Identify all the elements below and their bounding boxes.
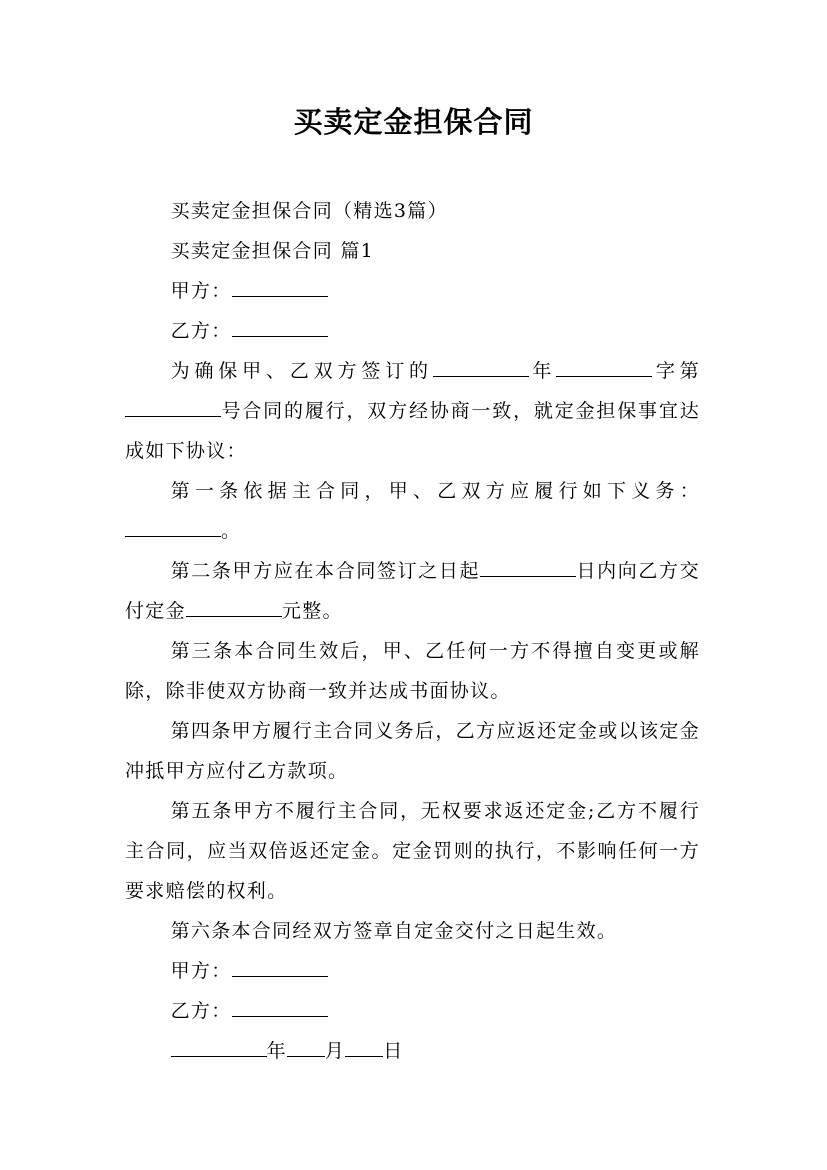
preamble-text-1: 为确保甲、乙双方签订的 [170,360,433,382]
article-2-text-2: 日内向乙方交付定金 [125,560,700,622]
article-2-blank-2 [186,597,282,617]
preamble-blank-1 [433,357,529,377]
date-day-blank [345,1037,383,1057]
party-b-blank [232,317,328,337]
paragraph-article-2 [125,551,700,631]
party-a-label: 甲方： [170,280,232,302]
preamble-text-2: 年 [528,360,557,382]
paragraph-subtitle: 买卖定金担保合同（精选3篇） [170,200,448,222]
preamble-blank-3 [125,397,221,417]
article-1-blank [125,517,221,537]
paragraph-party-a [125,271,700,311]
paragraph-party-b [125,311,700,351]
party-a-blank [232,277,328,297]
article-1-end: 。 [221,520,242,542]
paragraph-sign-party-b [125,991,700,1031]
party-b-label: 乙方： [170,320,232,342]
preamble-text-4: 号合同的履行，双方经协商一致，就定金担保事宜达成如下协议： [125,400,700,462]
sign-party-a-label: 甲方： [170,960,232,982]
sign-party-b-label: 乙方： [170,1000,232,1022]
sign-party-a-blank [232,957,328,977]
article-2-text-3: 元整。 [281,600,343,622]
paragraph-article-6: 第六条本合同经双方签章自定金交付之日起生效。 [170,920,618,942]
document-body [125,191,700,1071]
date-month-blank [287,1037,325,1057]
paragraph-article-4: 第四条甲方履行主合同义务后，乙方应返还定金或以该定金冲抵甲方应付乙方款项。 [125,720,700,782]
preamble-blank-2 [556,357,652,377]
paragraph-article-5: 第五条甲方不履行主合同，无权要求返还定金;乙方不履行主合同，应当双倍返还定金。定金罚则的执行，不影响任何一方要求赔偿的权利。 [125,800,700,902]
document-title: 买卖定金担保合同 [293,105,534,139]
paragraph-preamble [125,351,700,471]
preamble-text-3: 字第 [652,360,700,382]
article-2-blank-1 [480,557,576,577]
article-1-text: 第一条依据主合同，甲、乙双方应履行如下义务： [170,480,700,502]
paragraph-article-3: 第三条本合同生效后，甲、乙任何一方不得擅自变更或解除，除非使双方协商一致并达成书面协议。 [125,640,700,702]
paragraph-date [125,1031,700,1071]
date-day-label: 日 [383,1040,404,1062]
article-2-text-1: 第二条甲方应在本合同签订之日起 [170,560,481,582]
sign-party-b-blank [232,997,328,1017]
date-year-blank [171,1037,267,1057]
paragraph-article-1 [125,471,700,551]
paragraph-sign-party-a [125,951,700,991]
paragraph-section-heading: 买卖定金担保合同 篇1 [170,240,375,262]
date-year-label: 年 [266,1040,287,1062]
date-month-label: 月 [324,1040,346,1062]
